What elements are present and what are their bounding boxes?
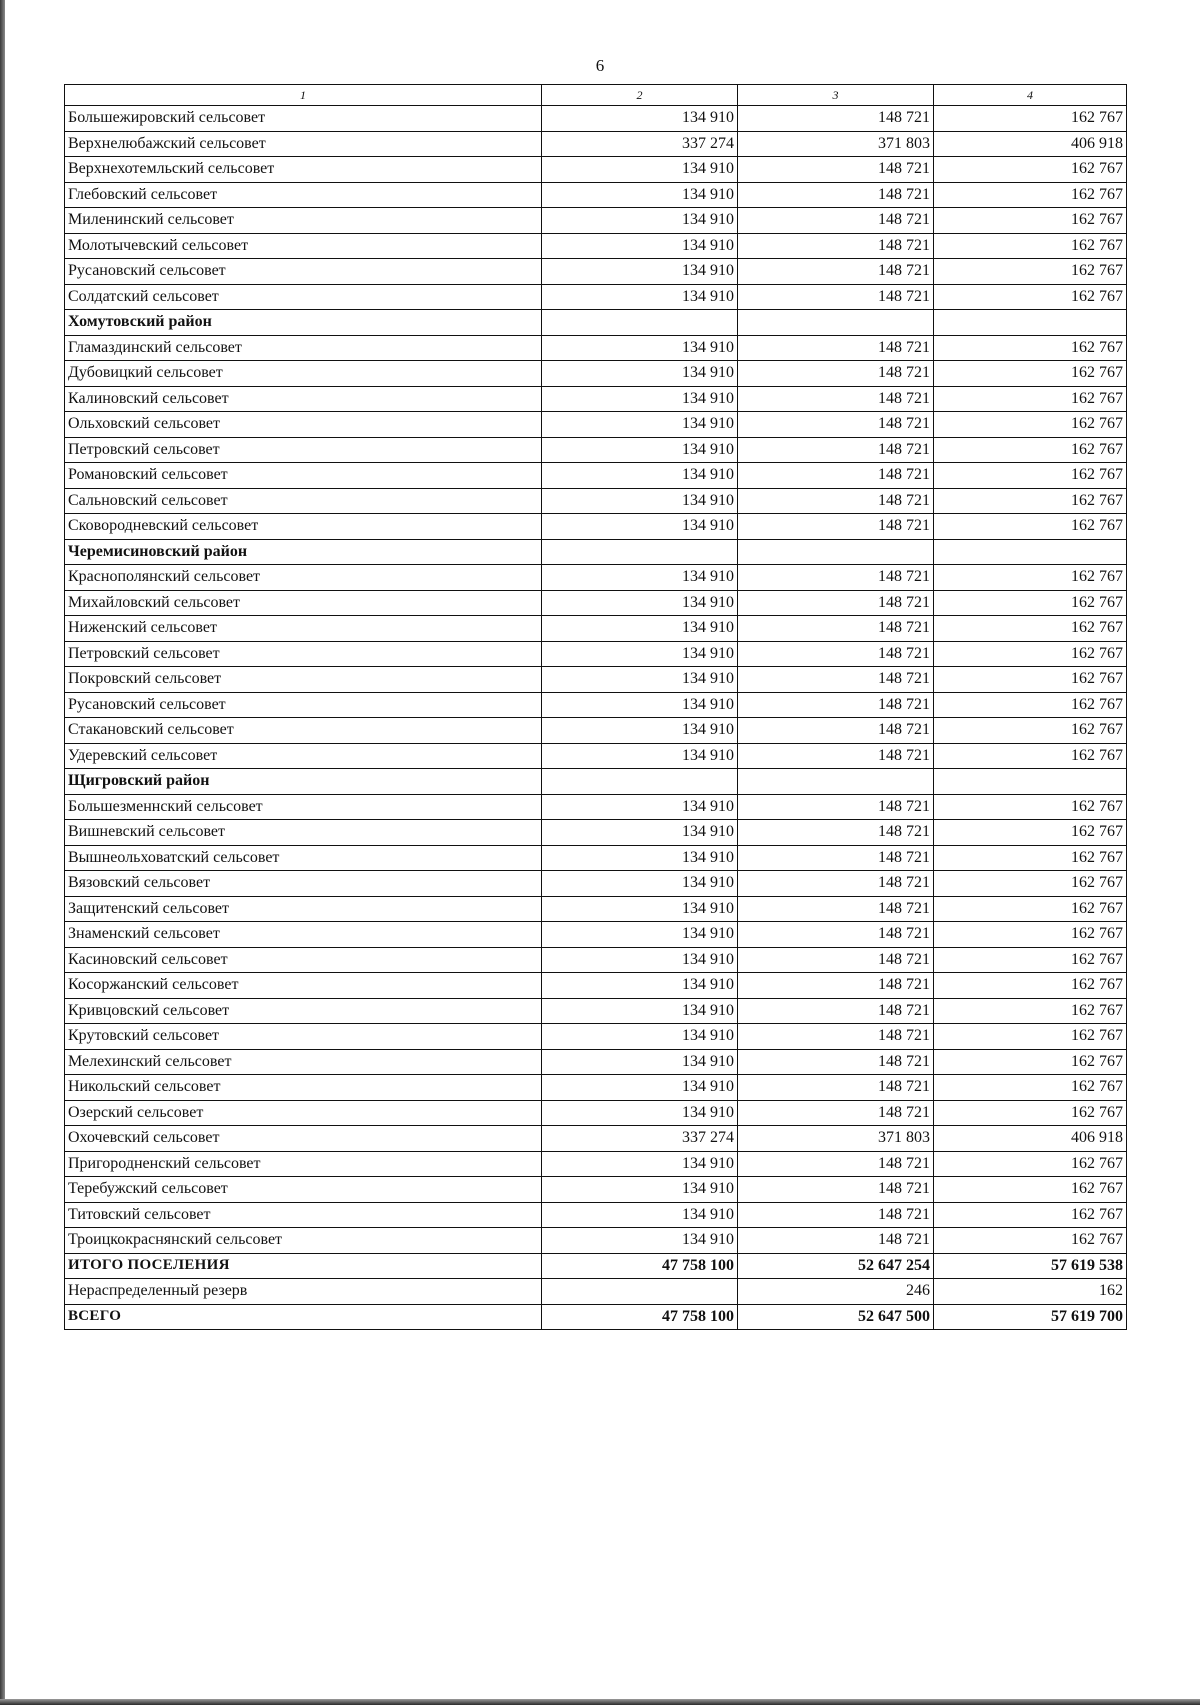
settlement-name-cell: Касиновский сельсовет	[65, 947, 542, 973]
value-cell-col3: 148 721	[738, 335, 934, 361]
table-row	[65, 922, 1127, 948]
value-cell-col2: 134 910	[542, 692, 738, 718]
value-cell-col3: 148 721	[738, 412, 934, 438]
value-cell-col4: 162 767	[934, 1177, 1127, 1203]
header-row	[65, 85, 1127, 106]
value-cell-col4: 162 767	[934, 1151, 1127, 1177]
settlement-name-cell: Русановский сельсовет	[65, 692, 542, 718]
value-cell-col3: 148 721	[738, 106, 934, 132]
value-cell-col2: 134 910	[542, 845, 738, 871]
column-header-1: 1	[65, 85, 542, 106]
table-body	[65, 106, 1127, 1330]
table-row	[65, 1279, 1127, 1305]
value-cell-col2: 134 910	[542, 1177, 738, 1203]
value-cell-col3: 148 721	[738, 1228, 934, 1254]
settlement-name-cell: Вязовский сельсовет	[65, 871, 542, 897]
value-cell-col4: 162 767	[934, 871, 1127, 897]
district-row	[65, 539, 1127, 565]
value-cell-col4: 162 767	[934, 794, 1127, 820]
column-header-3: 3	[738, 85, 934, 106]
value-cell-col4: 162 767	[934, 1075, 1127, 1101]
settlement-name-cell: Мелехинский сельсовет	[65, 1049, 542, 1075]
value-cell-col2: 134 910	[542, 743, 738, 769]
value-cell-col2: 134 910	[542, 998, 738, 1024]
settlement-name-cell: Молотычевский сельсовет	[65, 233, 542, 259]
table-row	[65, 437, 1127, 463]
district-row	[65, 769, 1127, 795]
value-cell-col4: 162 767	[934, 1024, 1127, 1050]
table-row	[65, 284, 1127, 310]
settlement-name-cell: Троицкокраснянский сельсовет	[65, 1228, 542, 1254]
value-cell-col2: 134 910	[542, 896, 738, 922]
value-cell-col2: 134 910	[542, 947, 738, 973]
value-cell-col2: 134 910	[542, 412, 738, 438]
value-cell-col3: 148 721	[738, 157, 934, 183]
page-number: 6	[595, 56, 605, 75]
value-cell-col4: 162 767	[934, 412, 1127, 438]
table-row	[65, 412, 1127, 438]
table-row	[65, 641, 1127, 667]
value-cell-col2: 134 910	[542, 106, 738, 132]
value-cell-col2: 134 910	[542, 922, 738, 948]
settlement-name-cell: Стакановский сельсовет	[65, 718, 542, 744]
value-cell-col2: 134 910	[542, 284, 738, 310]
settlement-name-cell: Ниженский сельсовет	[65, 616, 542, 642]
value-cell-col3: 148 721	[738, 182, 934, 208]
value-cell-col2: 134 910	[542, 794, 738, 820]
value-cell-col2: 134 910	[542, 1202, 738, 1228]
table-row	[65, 157, 1127, 183]
settlement-name-cell: Покровский сельсовет	[65, 667, 542, 693]
value-cell-col2: 134 910	[542, 259, 738, 285]
value-cell-col3: 148 721	[738, 1049, 934, 1075]
table-row	[65, 998, 1127, 1024]
value-cell-col4: 162 767	[934, 1049, 1127, 1075]
value-cell-col2: 134 910	[542, 361, 738, 387]
settlement-name-cell: Петровский сельсовет	[65, 641, 542, 667]
value-cell-col2: 134 910	[542, 616, 738, 642]
value-cell-col2: 134 910	[542, 335, 738, 361]
table-row	[65, 1075, 1127, 1101]
value-cell-col4: 162 767	[934, 845, 1127, 871]
value-cell-col3: 148 721	[738, 386, 934, 412]
value-cell-col3: 148 721	[738, 488, 934, 514]
value-cell-col3: 246	[738, 1279, 934, 1305]
value-cell-col4: 162 767	[934, 820, 1127, 846]
value-cell-col3: 148 721	[738, 1151, 934, 1177]
settlement-name-cell: Пригородненский сельсовет	[65, 1151, 542, 1177]
table-row	[65, 845, 1127, 871]
value-cell-col4: 162 767	[934, 233, 1127, 259]
value-cell-col3	[738, 539, 934, 565]
value-cell-col3: 148 721	[738, 1177, 934, 1203]
total-row	[65, 1253, 1127, 1279]
value-cell-col4: 162 767	[934, 896, 1127, 922]
value-cell-col4	[934, 310, 1127, 336]
table-row	[65, 1024, 1127, 1050]
settlement-name-cell: Удеревский сельсовет	[65, 743, 542, 769]
value-cell-col2: 134 910	[542, 1151, 738, 1177]
value-cell-col2: 134 910	[542, 1075, 738, 1101]
value-cell-col4: 162 767	[934, 208, 1127, 234]
value-cell-col4: 162 767	[934, 947, 1127, 973]
value-cell-col3: 148 721	[738, 1075, 934, 1101]
value-cell-col2: 134 910	[542, 973, 738, 999]
scan-edge-left	[0, 0, 5, 1705]
table-row	[65, 182, 1127, 208]
value-cell-col4: 162 767	[934, 1228, 1127, 1254]
value-cell-col4: 57 619 700	[934, 1304, 1127, 1330]
value-cell-col2	[542, 1279, 738, 1305]
value-cell-col3: 148 721	[738, 1202, 934, 1228]
value-cell-col3: 148 721	[738, 463, 934, 489]
value-cell-col4: 162 767	[934, 514, 1127, 540]
table-row	[65, 1177, 1127, 1203]
value-cell-col2: 47 758 100	[542, 1304, 738, 1330]
column-header-4: 4	[934, 85, 1127, 106]
table-row	[65, 1228, 1127, 1254]
value-cell-col3: 148 721	[738, 947, 934, 973]
value-cell-col2: 134 910	[542, 718, 738, 744]
value-cell-col4: 162 767	[934, 718, 1127, 744]
settlement-name-cell: Кривцовский сельсовет	[65, 998, 542, 1024]
table-row	[65, 1151, 1127, 1177]
value-cell-col4	[934, 769, 1127, 795]
value-cell-col3: 148 721	[738, 1100, 934, 1126]
settlement-name-cell: Михайловский сельсовет	[65, 590, 542, 616]
value-cell-col3: 148 721	[738, 871, 934, 897]
value-cell-col4: 162 767	[934, 284, 1127, 310]
value-cell-col3	[738, 769, 934, 795]
settlement-name-cell: Знаменский сельсовет	[65, 922, 542, 948]
value-cell-col4: 162	[934, 1279, 1127, 1305]
settlement-name-cell: Щигровский район	[65, 769, 542, 795]
table-row	[65, 692, 1127, 718]
value-cell-col4: 162 767	[934, 386, 1127, 412]
table-row	[65, 794, 1127, 820]
value-cell-col4: 162 767	[934, 463, 1127, 489]
settlement-name-cell: Вишневский сельсовет	[65, 820, 542, 846]
value-cell-col2	[542, 769, 738, 795]
table-row	[65, 667, 1127, 693]
settlement-name-cell: Титовский сельсовет	[65, 1202, 542, 1228]
settlement-name-cell: Верхнехотемльский сельсовет	[65, 157, 542, 183]
settlement-name-cell: Сальновский сельсовет	[65, 488, 542, 514]
settlement-name-cell: Черемисиновский район	[65, 539, 542, 565]
table-row	[65, 335, 1127, 361]
value-cell-col3: 371 803	[738, 1126, 934, 1152]
settlement-name-cell: Миленинский сельсовет	[65, 208, 542, 234]
value-cell-col3: 148 721	[738, 667, 934, 693]
settlement-name-cell: Теребужский сельсовет	[65, 1177, 542, 1203]
value-cell-col2: 47 758 100	[542, 1253, 738, 1279]
table-row	[65, 1100, 1127, 1126]
value-cell-col2	[542, 310, 738, 336]
value-cell-col3: 52 647 254	[738, 1253, 934, 1279]
table-row	[65, 973, 1127, 999]
value-cell-col4: 162 767	[934, 973, 1127, 999]
settlement-name-cell: Нераспределенный резерв	[65, 1279, 542, 1305]
table-row	[65, 871, 1127, 897]
value-cell-col4: 162 767	[934, 488, 1127, 514]
value-cell-col3: 148 721	[738, 718, 934, 744]
value-cell-col3	[738, 310, 934, 336]
value-cell-col2: 134 910	[542, 182, 738, 208]
settlement-name-cell: Никольский сельсовет	[65, 1075, 542, 1101]
value-cell-col4	[934, 539, 1127, 565]
settlement-name-cell: Дубовицкий сельсовет	[65, 361, 542, 387]
table-row	[65, 259, 1127, 285]
value-cell-col2: 134 910	[542, 871, 738, 897]
settlement-name-cell: ИТОГО ПОСЕЛЕНИЯ	[65, 1253, 542, 1279]
value-cell-col3: 148 721	[738, 998, 934, 1024]
value-cell-col3: 148 721	[738, 743, 934, 769]
value-cell-col4: 162 767	[934, 922, 1127, 948]
value-cell-col3: 148 721	[738, 565, 934, 591]
settlement-name-cell: Ольховский сельсовет	[65, 412, 542, 438]
table-row	[65, 718, 1127, 744]
settlement-name-cell: Крутовский сельсовет	[65, 1024, 542, 1050]
value-cell-col4: 162 767	[934, 641, 1127, 667]
table-row	[65, 565, 1127, 591]
value-cell-col4: 162 767	[934, 616, 1127, 642]
value-cell-col3: 148 721	[738, 845, 934, 871]
value-cell-col3: 148 721	[738, 692, 934, 718]
value-cell-col2: 134 910	[542, 437, 738, 463]
value-cell-col2: 134 910	[542, 820, 738, 846]
value-cell-col3: 148 721	[738, 284, 934, 310]
settlement-name-cell: Косоржанский сельсовет	[65, 973, 542, 999]
value-cell-col3: 148 721	[738, 361, 934, 387]
table-row	[65, 131, 1127, 157]
settlement-name-cell: Вышнеольховатский сельсовет	[65, 845, 542, 871]
value-cell-col3: 148 721	[738, 514, 934, 540]
column-header-2: 2	[542, 85, 738, 106]
settlement-name-cell: Хомутовский район	[65, 310, 542, 336]
table-row	[65, 386, 1127, 412]
table-row	[65, 590, 1127, 616]
settlement-name-cell: Сковородневский сельсовет	[65, 514, 542, 540]
scan-edge-bottom	[0, 1699, 1200, 1705]
table-row	[65, 616, 1127, 642]
value-cell-col4: 162 767	[934, 157, 1127, 183]
value-cell-col2	[542, 539, 738, 565]
table-row	[65, 1126, 1127, 1152]
settlement-name-cell: Солдатский сельсовет	[65, 284, 542, 310]
value-cell-col2: 134 910	[542, 1024, 738, 1050]
table-row	[65, 743, 1127, 769]
value-cell-col4: 162 767	[934, 565, 1127, 591]
settlement-name-cell: Романовский сельсовет	[65, 463, 542, 489]
table-row	[65, 106, 1127, 132]
settlement-name-cell: Петровский сельсовет	[65, 437, 542, 463]
total-row	[65, 1304, 1127, 1330]
table-row	[65, 947, 1127, 973]
table-row	[65, 514, 1127, 540]
settlement-name-cell: Гламаздинский сельсовет	[65, 335, 542, 361]
value-cell-col3: 148 721	[738, 233, 934, 259]
settlement-name-cell: Калиновский сельсовет	[65, 386, 542, 412]
value-cell-col3: 148 721	[738, 973, 934, 999]
value-cell-col4: 162 767	[934, 1100, 1127, 1126]
value-cell-col2: 134 910	[542, 488, 738, 514]
value-cell-col2: 134 910	[542, 565, 738, 591]
value-cell-col2: 134 910	[542, 1228, 738, 1254]
value-cell-col2: 134 910	[542, 514, 738, 540]
value-cell-col4: 162 767	[934, 743, 1127, 769]
value-cell-col2: 134 910	[542, 1049, 738, 1075]
table-row	[65, 896, 1127, 922]
value-cell-col4: 162 767	[934, 106, 1127, 132]
value-cell-col4: 162 767	[934, 667, 1127, 693]
value-cell-col4: 406 918	[934, 131, 1127, 157]
value-cell-col4: 162 767	[934, 1202, 1127, 1228]
value-cell-col4: 162 767	[934, 590, 1127, 616]
value-cell-col2: 134 910	[542, 590, 738, 616]
value-cell-col4: 162 767	[934, 335, 1127, 361]
value-cell-col3: 52 647 500	[738, 1304, 934, 1330]
value-cell-col3: 148 721	[738, 208, 934, 234]
value-cell-col3: 148 721	[738, 896, 934, 922]
value-cell-col2: 134 910	[542, 463, 738, 489]
budget-table	[64, 84, 1127, 1330]
value-cell-col3: 148 721	[738, 922, 934, 948]
value-cell-col2: 134 910	[542, 233, 738, 259]
value-cell-col2: 134 910	[542, 641, 738, 667]
value-cell-col4: 162 767	[934, 361, 1127, 387]
value-cell-col2: 134 910	[542, 386, 738, 412]
value-cell-col3: 371 803	[738, 131, 934, 157]
value-cell-col2: 337 274	[542, 1126, 738, 1152]
settlement-name-cell: Краснополянский сельсовет	[65, 565, 542, 591]
value-cell-col2: 337 274	[542, 131, 738, 157]
table-row	[65, 233, 1127, 259]
value-cell-col2: 134 910	[542, 208, 738, 234]
settlement-name-cell: ВСЕГО	[65, 1304, 542, 1330]
table-row	[65, 820, 1127, 846]
value-cell-col3: 148 721	[738, 794, 934, 820]
value-cell-col4: 162 767	[934, 182, 1127, 208]
value-cell-col3: 148 721	[738, 616, 934, 642]
settlement-name-cell: Озерский сельсовет	[65, 1100, 542, 1126]
table-row	[65, 361, 1127, 387]
value-cell-col4: 162 767	[934, 998, 1127, 1024]
value-cell-col4: 162 767	[934, 259, 1127, 285]
value-cell-col3: 148 721	[738, 1024, 934, 1050]
settlement-name-cell: Большезменнский сельсовет	[65, 794, 542, 820]
value-cell-col4: 162 767	[934, 692, 1127, 718]
table-row	[65, 463, 1127, 489]
value-cell-col3: 148 721	[738, 259, 934, 285]
value-cell-col2: 134 910	[542, 1100, 738, 1126]
table-row	[65, 208, 1127, 234]
district-row	[65, 310, 1127, 336]
settlement-name-cell: Русановский сельсовет	[65, 259, 542, 285]
settlement-name-cell: Глебовский сельсовет	[65, 182, 542, 208]
table-row	[65, 1049, 1127, 1075]
table-row	[65, 488, 1127, 514]
value-cell-col4: 162 767	[934, 437, 1127, 463]
value-cell-col3: 148 721	[738, 820, 934, 846]
settlement-name-cell: Охочевский сельсовет	[65, 1126, 542, 1152]
settlement-name-cell: Верхнелюбажский сельсовет	[65, 131, 542, 157]
settlement-name-cell: Защитенский сельсовет	[65, 896, 542, 922]
value-cell-col2: 134 910	[542, 157, 738, 183]
value-cell-col2: 134 910	[542, 667, 738, 693]
settlement-name-cell: Большежировский сельсовет	[65, 106, 542, 132]
value-cell-col3: 148 721	[738, 437, 934, 463]
value-cell-col4: 57 619 538	[934, 1253, 1127, 1279]
value-cell-col3: 148 721	[738, 590, 934, 616]
table-row	[65, 1202, 1127, 1228]
value-cell-col3: 148 721	[738, 641, 934, 667]
value-cell-col4: 406 918	[934, 1126, 1127, 1152]
